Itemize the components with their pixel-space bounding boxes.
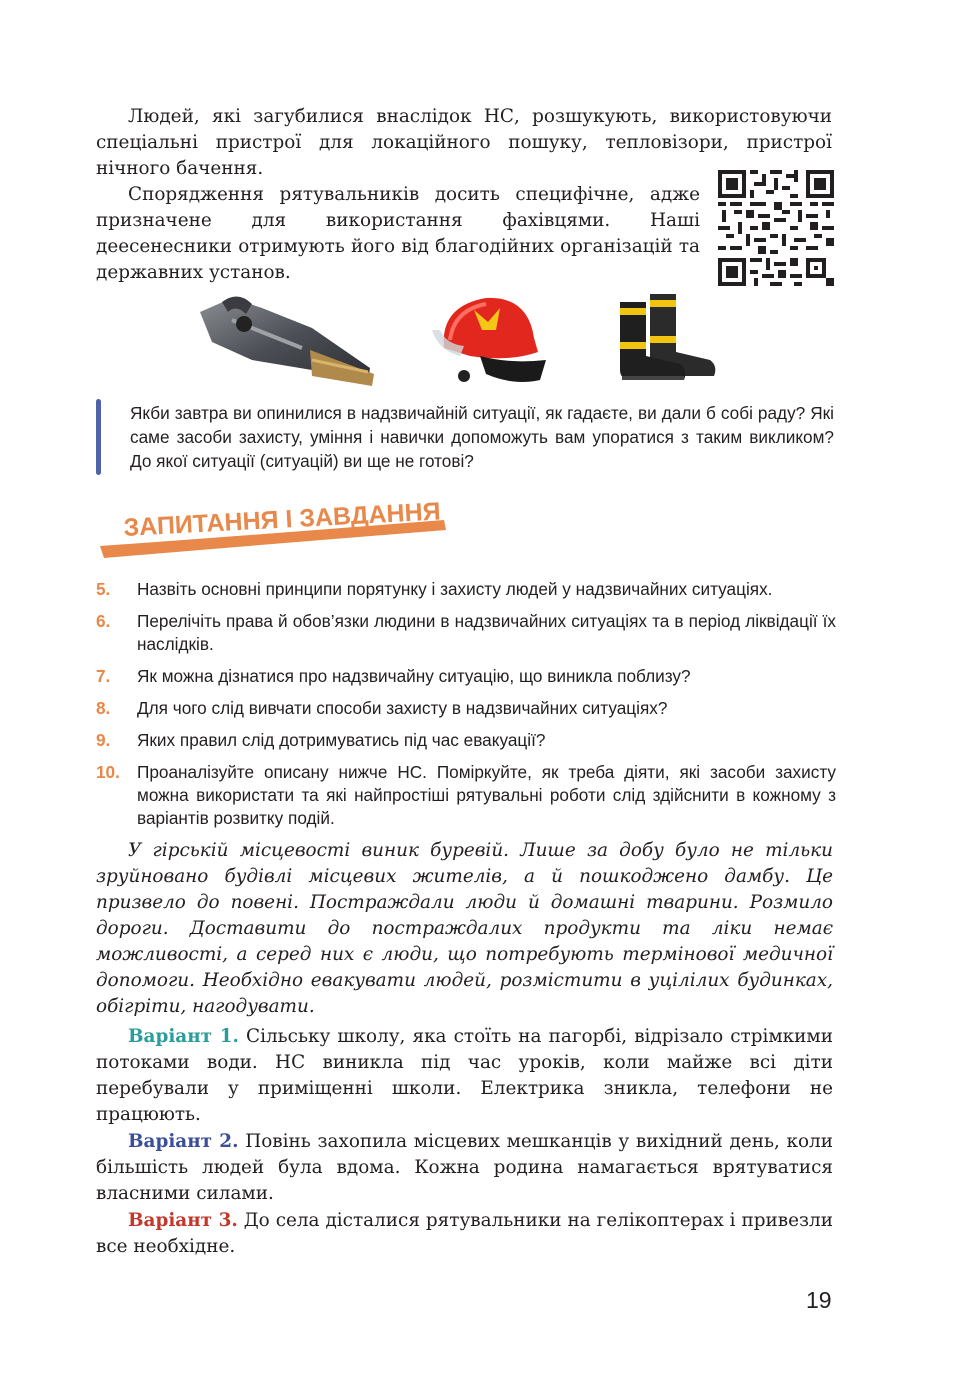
firefighter-helmet-icon	[430, 290, 550, 386]
question-item	[96, 578, 836, 601]
question-text: Проаналізуйте описану нижче НС. Поміркуйте, як треба діяти, які засоби захисту можна використати та які найпростіші рятувальні роботи слід здійснити в кожному з варіантів розвитку подій.	[137, 762, 836, 828]
question-number: 10.	[96, 762, 120, 782]
questions-heading	[96, 494, 456, 564]
question-number: 8.	[96, 698, 111, 718]
variant-1	[96, 1024, 833, 1128]
question-text: Для чого слід вивчати способи захисту в надзвичайних ситуаціях?	[137, 698, 668, 718]
firefighter-boots-icon	[610, 290, 722, 382]
intro-paragraph-2-text: Спорядження рятувальників досить специфічне, адже призначене для використання фахівцями. Наші деесенесники отримують його від благодійних організацій та державних установ.	[96, 184, 700, 283]
question-number: 6.	[96, 611, 111, 631]
question-number: 7.	[96, 666, 111, 686]
question-text: Як можна дізнатися про надзвичайну ситуацію, що виникла поблизу?	[137, 666, 691, 686]
think-box-text: Якби завтра ви опинилися в надзвичайній ситуації, як гадаєте, ви дали б собі раду? Які саме засоби захисту, уміння і навички допоможуть вам упоратися з таким викликом? До якої ситуації (ситуацій) ви ще не готові?	[130, 403, 834, 471]
qr-code-icon[interactable]	[718, 170, 834, 286]
variant-2	[96, 1129, 833, 1207]
scenario-paragraph	[96, 838, 833, 1020]
variant-2-label: Варіант 2.	[128, 1131, 239, 1152]
variant-2-text: Повінь захопила місцевих мешканців у вихідний день, коли більшість людей була вдома. Кожна родина намагається врятуватися власними силами.	[96, 1131, 833, 1204]
question-number: 5.	[96, 579, 111, 599]
question-text: Перелічіть права й обов’язки людини в надзвичайних ситуаціях та в період ліквідації їх наслідків.	[137, 611, 836, 654]
variant-3	[96, 1208, 833, 1260]
think-box-accent-bar	[96, 399, 101, 475]
question-number: 9.	[96, 730, 111, 750]
question-item	[96, 665, 836, 688]
question-item	[96, 761, 836, 830]
page-number: 19	[806, 1287, 832, 1313]
variant-3-label: Варіант 3.	[128, 1210, 238, 1231]
scenario-text: У гірській місцевості виник буревій. Лише за добу було не тільки зруйновано будівлі місцевих жителів, а й пошкоджено дамбу. Це призвело до повені. Постраждали люди й домашні тварини. Розмило дороги. Доставити до постраждалих продукти та ліки немає можливості, а серед них є люди, що потребують термінової медичної допомоги. Необхідно евакувати людей, розмістити в уцілілих будинках, обігріти, нагодувати.	[96, 840, 833, 1017]
question-item	[96, 610, 836, 656]
intro-paragraph-2	[96, 182, 700, 286]
question-text: Яких правил слід дотримуватись під час евакуації?	[137, 730, 546, 750]
questions-list	[96, 578, 836, 839]
intro-paragraph-1-text: Людей, які загубилися внаслідок НС, розшукують, використовуючи спеціальні пристрої для локаційного пошуку, тепловізори, пристрої нічного бачення.	[96, 106, 832, 179]
question-item	[96, 729, 836, 752]
variant-3-text: До села дісталися рятувальники на гелікоптерах і привезли все необхідне.	[96, 1210, 833, 1257]
question-item	[96, 697, 836, 720]
questions-heading-text: ЗАПИТАННЯ І ЗАВДАННЯ	[122, 497, 442, 542]
question-text: Назвіть основні принципи порятунку і захисту людей у надзвичайних ситуаціях.	[137, 579, 773, 599]
variant-1-text: Сільську школу, яка стоїть на пагорбі, відрізало стрімкими потоками води. НС виникла під час уроків, коли майже всі діти перебували у приміщенні школи. Електрика зникла, телефони не працюють.	[96, 1026, 833, 1125]
hydraulic-rescue-tool-icon	[192, 290, 382, 390]
variant-1-label: Варіант 1.	[128, 1026, 239, 1047]
